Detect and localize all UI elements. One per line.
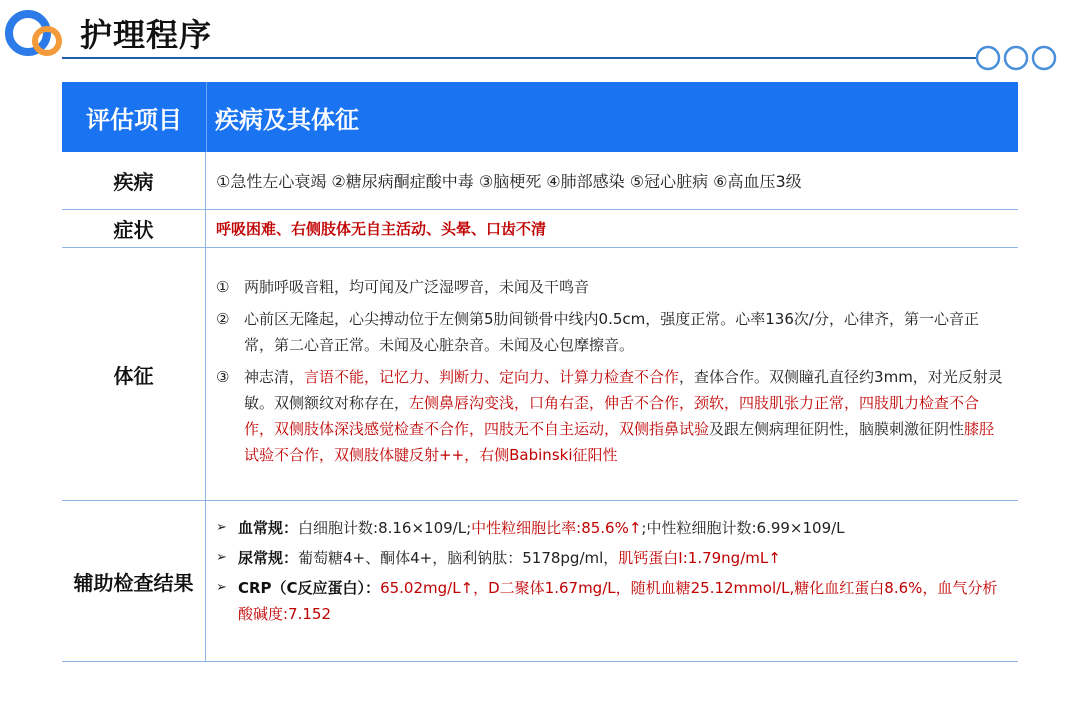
lab-value-abnormal: 65.02mg/L↑，D二聚体1.67mg/L，随机血糖25.12mmol/L,糖化血红蛋白8.6%，血气分析 [380, 579, 998, 597]
sign-segment: 神志清， [244, 368, 305, 386]
lab-text [238, 575, 1004, 627]
lab-item [216, 545, 1018, 571]
lab-value-abnormal: 酸碱度:7.152 [238, 605, 331, 623]
sign-segment-highlight: 左侧鼻唇沟变浅，口角右歪，伸舌不合作，颈软，四肢肌张力正常，四肢肌力检查不合作，双侧肢体深浅感觉检查不合作，四肢无不自主运动，双侧指鼻试验 [244, 394, 980, 438]
lab-category: 尿常规： [238, 549, 299, 567]
lab-value: 白细胞计数:8.16×109/L; [298, 519, 472, 537]
overlapping-circles-logo [4, 6, 64, 60]
sign-number: ② [216, 310, 230, 328]
disease-text: ①急性左心衰竭 ②糖尿病酮症酸中毒 ③脑梗死 ④肺部感染 ⑤冠心脏病 ⑥高血压3级 [216, 172, 802, 191]
signs-row [62, 248, 1018, 501]
lab-item [216, 515, 1018, 541]
disease-label: 疾病 [62, 152, 206, 209]
sign-segment: ，查体合作。双侧瞳孔直径约3mm，对光反射灵敏。双侧额纹对称存在， [244, 368, 1003, 412]
header-disease-signs: 疾病及其体征 [215, 105, 359, 134]
lab-value: 葡萄糖4+、酮体4+，脑利钠肽：5178pg/ml， [298, 549, 619, 567]
sign-number: ① [216, 278, 230, 296]
header-assessment-item: 评估项目 [62, 82, 207, 152]
sign-segment: 心前区无隆起，心尖搏动位于左侧第5肋间锁骨中线内0.5cm，强度正常。心率136次/分，心律齐，第一心音正常，第二心音正常。未闻及心脏杂音。未闻及心包摩擦音。 [244, 310, 979, 354]
sign-segment-highlight: 言语不能，记忆力、判断力、定向力、计算力检查不合作 [304, 368, 680, 386]
lab-category: 血常规： [238, 519, 299, 537]
lab-category: CRP（C反应蛋白）： [238, 579, 381, 597]
signs-label: 体征 [62, 248, 206, 500]
lab-results-label: 辅助检查结果 [62, 501, 206, 661]
table-header [62, 82, 1018, 152]
lab-value: ;中性粒细胞计数:6.99×109/L [641, 519, 845, 537]
sign-number: ③ [216, 368, 230, 386]
lab-text [238, 515, 1004, 541]
symptom-text: 呼吸困难、右侧肢体无自主活动、头晕、口齿不清 [216, 220, 547, 238]
arrowhead-bullet-icon: ➢ [216, 520, 227, 535]
lab-results-list [206, 501, 1018, 661]
sign-text [244, 274, 1008, 300]
lab-value-abnormal: 中性粒细胞比率:85.6%↑ [471, 519, 642, 537]
sign-item [216, 306, 1018, 358]
sign-item [216, 364, 1018, 468]
lab-results-row [62, 501, 1018, 662]
title-underline [62, 57, 978, 59]
three-rings-decoration [974, 42, 1058, 74]
lab-text [238, 545, 1004, 571]
symptom-label: 症状 [62, 210, 206, 247]
sign-text [244, 306, 1008, 358]
symptom-row [62, 210, 1018, 248]
sign-text [244, 364, 1008, 468]
lab-item [216, 575, 1018, 627]
page-title: 护理程序 [80, 16, 213, 54]
nursing-assessment-table [62, 82, 1018, 662]
signs-list [206, 248, 1018, 500]
disease-row [62, 152, 1018, 210]
arrowhead-bullet-icon: ➢ [216, 580, 227, 595]
sign-segment: 两肺呼吸音粗，均可闻及广泛湿啰音，未闻及干鸣音 [244, 278, 590, 296]
sign-item [216, 274, 1018, 300]
arrowhead-bullet-icon: ➢ [216, 550, 227, 565]
lab-value-abnormal: 肌钙蛋白I:1.79ng/mL↑ [618, 549, 781, 567]
sign-segment-highlight: 膝胫试验不合作，双侧肢体腱反射++，右侧Babinski征阳性 [244, 420, 995, 464]
sign-segment: 及跟左侧病理征阴性，脑膜刺激征阴性 [709, 420, 965, 438]
